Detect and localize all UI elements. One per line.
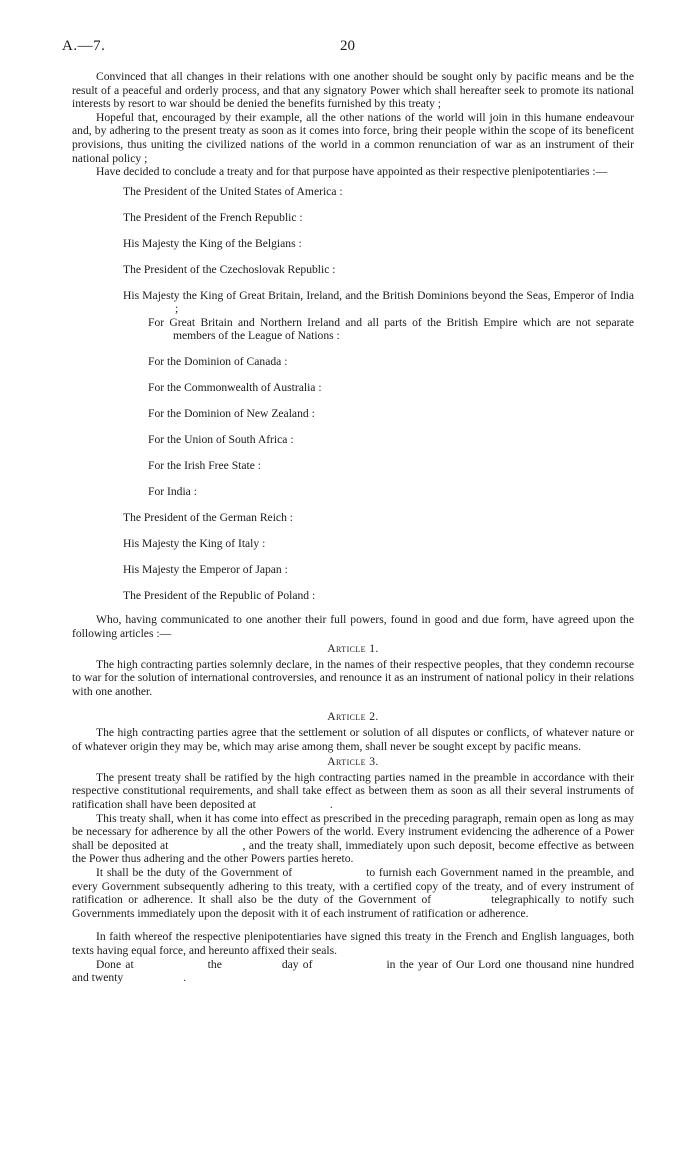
plenipotentiary-entry: The President of the Republic of Poland : bbox=[123, 589, 316, 603]
plenipotentiary-entry: The President of the French Republic : bbox=[123, 210, 303, 224]
plenipotentiary-entry: His Majesty the King of Great Britain, Ireland, and the British Dominions beyond the Seas, Emperor of India ; bbox=[123, 288, 634, 316]
faith-paragraph: In faith whereof the respective plenipotentiaries have signed this treaty in the French and English languages, both texts having equal force, and hereunto affixed their seals. bbox=[72, 930, 634, 957]
plenipotentiary-sub-entry: For the Dominion of Canada : bbox=[148, 355, 288, 369]
plenipotentiary-sub-entry: For the Union of South Africa : bbox=[148, 433, 294, 447]
full-powers-paragraph: Who, having communicated to one another their full powers, found in good and due form, have agreed upon the following articles :— bbox=[72, 612, 634, 640]
year-label: in the year of Our Lord one thousand nine hundred and twenty bbox=[72, 957, 635, 985]
article-3-text: It shall be the duty of the Government of bbox=[96, 866, 293, 879]
plenipotentiary-entry: His Majesty the King of the Belgians : bbox=[123, 236, 302, 250]
page-number: 20 bbox=[340, 38, 355, 54]
article-3-text: , and the treaty shall, immediately upon such deposit, become effective as between the Power thus adhering and the other Powers parties hereto. bbox=[72, 838, 635, 866]
plenipotentiary-sub-entry: For Great Britain and Northern Ireland and all parts of the British Empire which are not separate members of the League of Nations : bbox=[148, 315, 634, 343]
the-label: the bbox=[207, 957, 222, 971]
article-2-heading: Article 2. bbox=[327, 710, 379, 724]
article-2-text: The high contracting parties agree that the settlement or solution of all disputes or conflicts, of whatever nature or of whatever origin they may be, which may arise among them, shall never be sought except by pacific means. bbox=[72, 726, 634, 753]
plenipotentiary-entry: The President of the Czechoslovak Republic : bbox=[123, 262, 336, 276]
preamble-paragraph: Hopeful that, encouraged by their example, all the other nations of the world will join in this humane endeavour and, by adhering to the present treaty as soon as it comes into force, bring their people within the scope of its beneficent provisions, thus uniting the civilized nations of the world in a common renunciation of war as an instrument of their national policy ; bbox=[72, 110, 634, 165]
plenipotentiary-sub-entry: For the Dominion of New Zealand : bbox=[148, 407, 315, 421]
article-3-paragraph: The present treaty shall be ratified by the high contracting parties named in the preamble in accordance with their respective constitutional requirements, and shall take effect as between them as soon as all their several instruments of ratification shall have been deposited at . bbox=[72, 770, 634, 812]
article-3-text: This treaty shall, when it has come into effect as prescribed in the preceding paragraph, remain open as long as may be necessary for adherence by all the other Powers of the world. Every instrument evidencing the adherence of a Power shall be deposited at bbox=[72, 811, 634, 852]
plenipotentiary-entry: His Majesty the King of Italy : bbox=[123, 537, 266, 551]
article-3-text: to furnish each Government named in the preamble, and every Government subsequently adhering to this treaty, with a certified copy of the treaty, and of every instrument of ratification or adherence. It shall also be the duty of the Government of bbox=[72, 866, 634, 907]
done-at-label: Done at bbox=[96, 957, 134, 971]
preamble-paragraph: Convinced that all changes in their relations with one another should be sought only by pacific means and be the result of a peaceful and orderly process, and that any signatory Power which shall hereafter seek to promote its national interests by resort to war should be denied the benefits furnished by this treaty ; bbox=[72, 70, 634, 111]
article-1-text: The high contracting parties solemnly declare, in the names of their respective peoples, that they condemn recourse to war for the solution of international controversies, and renounce it as an instrument of national policy in their relations with one another. bbox=[72, 657, 634, 698]
plenipotentiaries-list bbox=[72, 185, 634, 603]
preamble-paragraph: Have decided to conclude a treaty and for that purpose have appointed as their respective plenipotentiaries :— bbox=[96, 165, 608, 179]
article-3-paragraph bbox=[72, 812, 634, 866]
article-3-text: The present treaty shall be ratified by the high contracting parties named in the preamble in accordance with their respective constitutional requirements, and shall take effect as between them as soon as all their several instruments of ratification shall have been deposited at bbox=[72, 770, 634, 812]
plenipotentiary-entry: The President of the United States of America : bbox=[123, 184, 343, 198]
day-of-label: day of bbox=[281, 957, 313, 971]
document-code: A.—7. bbox=[62, 38, 106, 54]
plenipotentiary-sub-entry: For the Irish Free State : bbox=[148, 459, 262, 473]
treaty-body bbox=[72, 70, 634, 985]
plenipotentiary-entry: The President of the German Reich : bbox=[123, 511, 293, 525]
plenipotentiary-sub-entry: For India : bbox=[148, 485, 197, 499]
plenipotentiary-entry: His Majesty the Emperor of Japan : bbox=[123, 563, 288, 577]
plenipotentiary-sub-entry: For the Commonwealth of Australia : bbox=[148, 381, 322, 395]
article-3-paragraph bbox=[72, 866, 634, 920]
article-3-heading: Article 3. bbox=[327, 755, 379, 769]
done-at-line: Done at the day of in the year of Our Lord one thousand nine hundred and twenty . bbox=[72, 957, 635, 985]
article-3-text: telegraphically to notify such Governments immediately upon the deposit with it of each instrument of ratification or adherence. bbox=[72, 893, 634, 920]
article-1-heading: Article 1. bbox=[327, 642, 379, 656]
